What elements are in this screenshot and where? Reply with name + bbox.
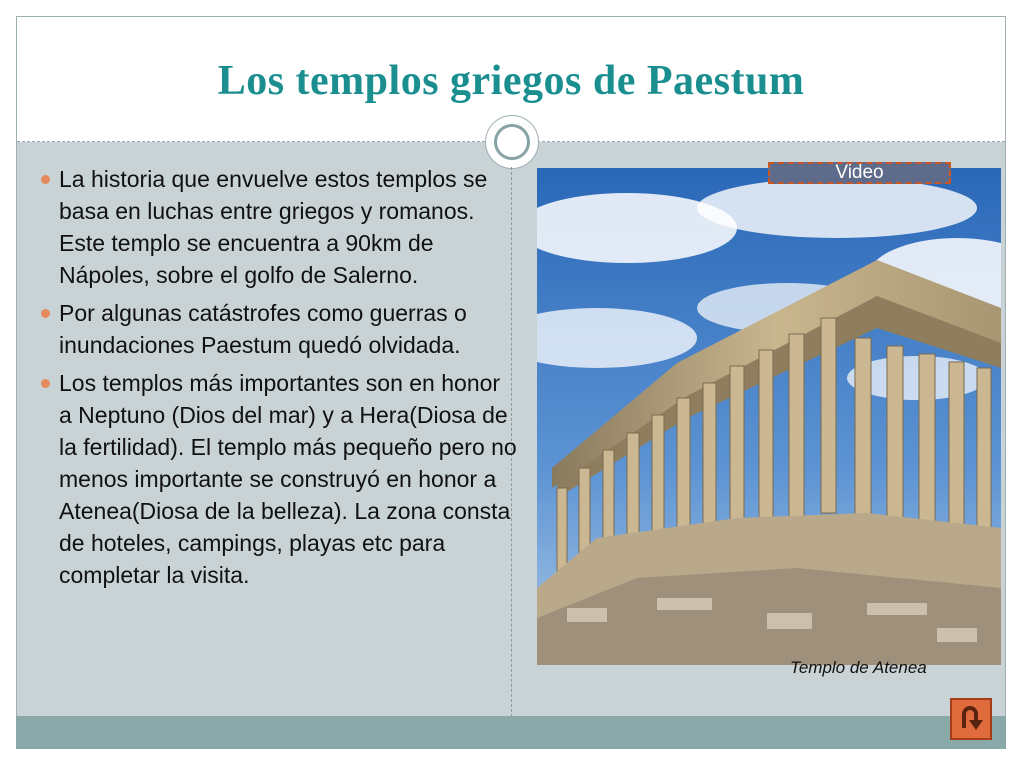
bullet-text: Los templos más importantes son en honor a Neptuno (Dios del mar) y a Hera(Diosa de la fertilidad). El templo más pequeño pero no menos importante se construyó en honor a Atenea(Diosa de la belleza). La zona consta de hoteles, campings, playas etc para completar la visita. <box>59 370 517 588</box>
bullet-text: Por algunas catástrofes como guerras o inundaciones Paestum quedó olvidada. <box>59 300 467 358</box>
bullet-text: La historia que envuelve estos templos se basa en luchas entre griegos y romanos. Este templo se encuentra a 90km de Nápoles, sobre el golfo de Salerno. <box>59 166 488 288</box>
temple-photo <box>537 168 1001 665</box>
bullet-item <box>37 163 517 291</box>
bullet-dot-icon <box>41 175 50 184</box>
bullet-dot-icon <box>41 379 50 388</box>
u-turn-arrow-icon <box>952 700 990 738</box>
photo-caption: Templo de Atenea <box>790 658 927 677</box>
bottom-bar <box>16 716 1006 749</box>
bullet-list <box>37 163 517 597</box>
bullet-item <box>37 297 517 361</box>
circle-ornament-icon <box>485 115 539 169</box>
return-button[interactable] <box>950 698 992 740</box>
bullet-item <box>37 367 517 591</box>
video-button[interactable]: Video <box>768 162 951 184</box>
slide-title: Los templos griegos de Paestum <box>217 58 805 104</box>
temple-illustration <box>537 168 1001 665</box>
slide <box>16 16 1006 749</box>
bullet-dot-icon <box>41 309 50 318</box>
